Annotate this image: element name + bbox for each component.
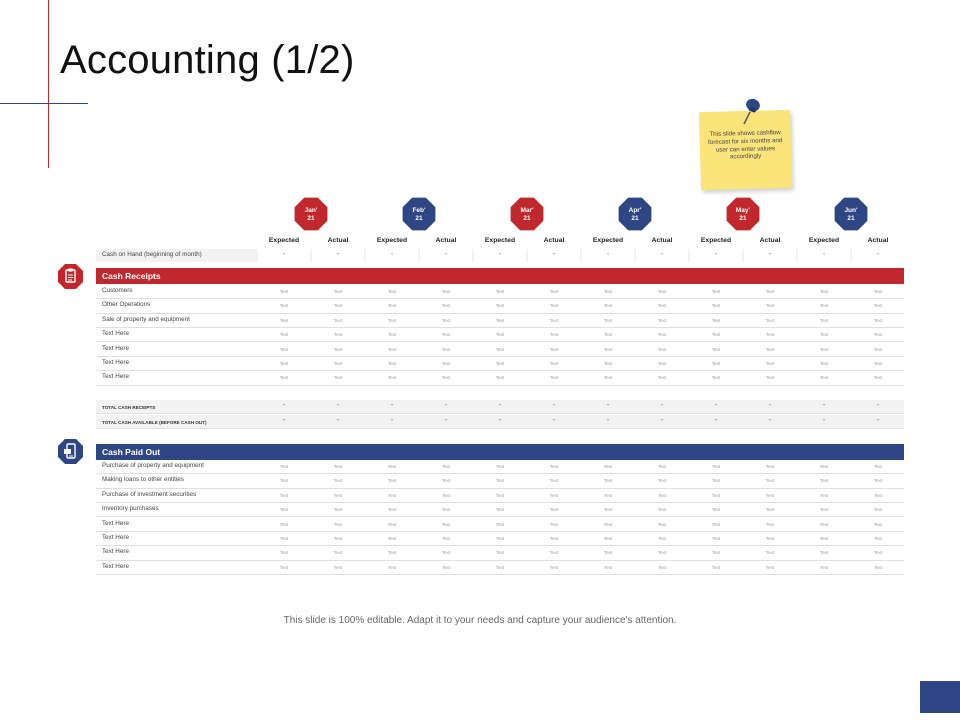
table-cell[interactable]: -	[714, 416, 718, 424]
month-badge	[617, 196, 653, 232]
table-cell[interactable]: Text	[549, 536, 559, 541]
table-cell[interactable]: Text	[873, 536, 883, 541]
table-cell[interactable]: Text	[387, 507, 397, 513]
table-cell[interactable]: Text	[657, 289, 667, 294]
table-cell[interactable]: Text	[441, 492, 451, 498]
table-cell[interactable]: Text	[495, 564, 505, 570]
table-cell[interactable]: Text	[819, 303, 829, 309]
table-cell[interactable]: Text	[819, 564, 829, 570]
table-cell[interactable]: Text	[279, 478, 289, 484]
table-cell[interactable]: Text	[441, 564, 451, 570]
table-cell[interactable]: Text	[549, 492, 559, 498]
row-label: Sale of property and equipment	[102, 315, 190, 323]
table-cell[interactable]: Text	[657, 564, 667, 570]
table-cell[interactable]: Text	[279, 289, 289, 294]
table-cell[interactable]: Text	[711, 346, 721, 352]
table-cell[interactable]: Text	[711, 507, 721, 513]
total-row	[96, 415, 904, 429]
cash-paid-out-row	[96, 503, 904, 517]
table-cell[interactable]: -	[606, 402, 610, 409]
month-label	[293, 207, 329, 223]
table-cell[interactable]: Text	[333, 375, 343, 381]
table-cell[interactable]: Text	[387, 361, 397, 366]
table-cell[interactable]: -	[390, 416, 394, 424]
table-cell[interactable]: Text	[603, 564, 613, 570]
table-cell[interactable]: Text	[333, 289, 343, 294]
row-label: Text Here	[102, 519, 129, 527]
table-cell[interactable]: Text	[765, 507, 775, 513]
month-year: 21	[523, 215, 531, 222]
table-cell[interactable]: -	[444, 251, 448, 258]
table-cell[interactable]: Text	[549, 303, 559, 309]
cash-receipts-header: Cash Receipts	[96, 268, 904, 284]
table-cell[interactable]: Text	[387, 536, 397, 541]
table-cell[interactable]: Text	[657, 361, 667, 366]
table-cell[interactable]: Text	[441, 375, 451, 381]
actual-header: Actual	[543, 237, 565, 244]
table-cell[interactable]: Text	[603, 317, 613, 323]
table-cell[interactable]: -	[714, 251, 718, 258]
row-label: Cash on Hand (beginning of month)	[102, 251, 202, 258]
month-name: May'	[735, 207, 751, 214]
table-cell[interactable]: Text	[495, 492, 505, 498]
table-cell[interactable]: Text	[765, 317, 775, 323]
row-label: Inventory purchases	[102, 505, 159, 513]
table-cell[interactable]: -	[282, 402, 286, 409]
table-cell[interactable]: Text	[495, 303, 505, 309]
table-cell[interactable]: -	[336, 416, 340, 424]
month-label	[725, 207, 761, 223]
row-label: TOTAL CASH AVAILABLE (BEFORE CASH OUT)	[102, 419, 207, 425]
month-badge	[509, 196, 545, 232]
table-cell[interactable]: Text	[873, 289, 883, 294]
row-label: Text Here	[102, 330, 129, 338]
table-cell[interactable]: Text	[603, 536, 613, 541]
table-cell[interactable]: Text	[765, 521, 775, 527]
table-cell[interactable]: Text	[549, 317, 559, 323]
table-cell[interactable]: Text	[333, 332, 343, 338]
month-year: 21	[739, 215, 747, 222]
table-cell[interactable]: Text	[765, 375, 775, 381]
row-label: Purchase of property and equipment	[102, 462, 204, 469]
table-cell[interactable]: Text	[765, 550, 775, 556]
table-cell[interactable]: -	[282, 416, 286, 424]
cash-receipt-row	[96, 343, 904, 357]
table-cell[interactable]: -	[336, 251, 340, 258]
table-cell[interactable]: -	[822, 416, 826, 424]
push-pin-icon	[738, 96, 764, 126]
table-cell[interactable]: Text	[711, 550, 721, 556]
table-cell[interactable]: Text	[441, 507, 451, 513]
table-cell[interactable]: Text	[711, 289, 721, 294]
table-cell[interactable]: Text	[657, 464, 667, 469]
table-cell[interactable]: Text	[387, 317, 397, 323]
decor-horizontal-line	[0, 103, 88, 104]
table-cell[interactable]: Text	[549, 478, 559, 484]
row-label: Text Here	[102, 344, 129, 352]
table-cell[interactable]: Text	[441, 332, 451, 338]
row-label: Other Operations	[102, 301, 151, 309]
table-cell[interactable]: -	[552, 251, 556, 258]
table-cell[interactable]: Text	[279, 361, 289, 366]
table-cell[interactable]: Text	[819, 332, 829, 338]
table-cell[interactable]: Text	[279, 346, 289, 352]
table-cell[interactable]: Text	[495, 361, 505, 366]
table-cell[interactable]: Text	[873, 550, 883, 556]
cash-receipt-row	[96, 285, 904, 299]
table-cell[interactable]: Text	[441, 521, 451, 527]
table-cell[interactable]: -	[444, 402, 448, 409]
table-cell[interactable]: Text	[549, 521, 559, 527]
expected-header: Expected	[484, 237, 516, 244]
table-cell[interactable]: Text	[873, 346, 883, 352]
table-cell[interactable]: -	[498, 416, 502, 424]
table-cell[interactable]: Text	[387, 346, 397, 352]
table-cell[interactable]: Text	[387, 464, 397, 469]
footer-caption: This slide is 100% editable. Adapt it to your needs and capture your audience's attention.	[283, 615, 677, 626]
table-cell[interactable]: Text	[495, 317, 505, 323]
table-cell[interactable]: Text	[819, 361, 829, 366]
table-cell[interactable]: -	[822, 402, 826, 409]
month-badge	[725, 196, 761, 232]
table-cell[interactable]: Text	[873, 492, 883, 498]
table-cell[interactable]: -	[660, 416, 664, 424]
table-cell[interactable]: Text	[549, 507, 559, 513]
cash-receipt-row	[96, 314, 904, 328]
table-cell[interactable]: Text	[441, 361, 451, 366]
mobile-payment-icon	[57, 438, 84, 465]
table-cell[interactable]: Text	[819, 289, 829, 294]
table-cell[interactable]: Text	[819, 317, 829, 323]
table-cell[interactable]: Text	[603, 332, 613, 338]
table-cell[interactable]: Text	[657, 332, 667, 338]
corner-accent	[920, 681, 960, 713]
table-cell[interactable]: Text	[387, 375, 397, 381]
table-cell[interactable]: Text	[711, 564, 721, 570]
cash-receipt-row	[96, 299, 904, 313]
table-cell[interactable]: Text	[603, 492, 613, 498]
table-cell[interactable]: Text	[657, 317, 667, 323]
cash-receipt-row	[96, 328, 904, 342]
table-cell[interactable]: -	[768, 416, 772, 424]
table-cell[interactable]: Text	[819, 507, 829, 513]
month-year: 21	[631, 215, 639, 222]
cash-paid-out-header: Cash Paid Out	[96, 444, 904, 460]
table-cell[interactable]: -	[552, 402, 556, 409]
table-cell[interactable]: Text	[279, 550, 289, 556]
table-cell[interactable]: Text	[873, 478, 883, 484]
table-cell[interactable]: Text	[495, 289, 505, 294]
clipboard-icon	[57, 263, 84, 290]
table-cell[interactable]: -	[444, 416, 448, 424]
month-name: Jun'	[844, 207, 858, 214]
table-cell[interactable]: Text	[603, 375, 613, 381]
table-cell[interactable]: Text	[765, 332, 775, 338]
table-cell[interactable]: Text	[549, 361, 559, 366]
table-cell[interactable]: Text	[819, 464, 829, 469]
table-cell[interactable]: Text	[549, 332, 559, 338]
table-cell[interactable]: Text	[279, 303, 289, 309]
table-cell[interactable]: -	[876, 251, 880, 258]
table-cell[interactable]: Text	[711, 303, 721, 309]
table-cell[interactable]: Text	[603, 507, 613, 513]
table-cell[interactable]: Text	[333, 521, 343, 527]
table-cell[interactable]: Text	[279, 317, 289, 323]
table-cell[interactable]: Text	[711, 536, 721, 541]
table-cell[interactable]: Text	[549, 289, 559, 294]
table-cell[interactable]: Text	[711, 521, 721, 527]
table-cell[interactable]: Text	[279, 521, 289, 527]
table-cell[interactable]: Text	[387, 478, 397, 484]
table-cell[interactable]: Text	[549, 464, 559, 469]
table-cell[interactable]: Text	[819, 346, 829, 352]
table-cell[interactable]: Text	[873, 375, 883, 381]
table-cell[interactable]: Text	[819, 492, 829, 498]
table-cell[interactable]: -	[606, 251, 610, 258]
table-cell[interactable]: Text	[387, 550, 397, 556]
table-cell[interactable]: Text	[495, 332, 505, 338]
table-cell[interactable]: Text	[495, 507, 505, 513]
month-label	[509, 207, 545, 223]
sticky-note: This slide shows cashflow forecast for six months and user can enter values accordingly	[699, 110, 792, 190]
month-year: 21	[415, 215, 423, 222]
row-label: Text Here	[102, 373, 129, 381]
expected-header: Expected	[376, 237, 408, 244]
table-cell[interactable]: Text	[333, 464, 343, 469]
table-cell[interactable]: Text	[441, 317, 451, 323]
table-cell[interactable]: Text	[657, 478, 667, 484]
table-cell[interactable]: Text	[711, 464, 721, 469]
table-cell[interactable]: Text	[387, 303, 397, 309]
actual-header: Actual	[435, 237, 457, 244]
table-cell[interactable]: Text	[333, 346, 343, 352]
table-cell[interactable]: Text	[603, 521, 613, 527]
cash-paid-out-row	[96, 489, 904, 503]
row-label: Text Here	[102, 562, 129, 570]
table-cell[interactable]: Text	[657, 521, 667, 527]
table-cell[interactable]: Text	[549, 375, 559, 381]
table-cell[interactable]: -	[714, 402, 718, 409]
table-cell[interactable]: Text	[657, 303, 667, 309]
expected-header: Expected	[808, 237, 840, 244]
row-label: Text Here	[102, 534, 129, 541]
table-cell[interactable]: Text	[873, 521, 883, 527]
row-label: Text Here	[102, 548, 129, 556]
table-cell[interactable]: Text	[873, 361, 883, 366]
table-cell[interactable]: -	[660, 251, 664, 258]
table-cell[interactable]: Text	[279, 564, 289, 570]
table-cell[interactable]: Text	[387, 289, 397, 294]
table-cell[interactable]: -	[768, 402, 772, 409]
table-cell[interactable]: -	[606, 416, 610, 424]
table-cell[interactable]: Text	[711, 492, 721, 498]
table-cell[interactable]: Text	[819, 478, 829, 484]
table-cell[interactable]: Text	[441, 478, 451, 484]
table-cell[interactable]: Text	[873, 317, 883, 323]
table-cell[interactable]: Text	[765, 478, 775, 484]
table-cell[interactable]: Text	[333, 536, 343, 541]
table-cell[interactable]: Text	[603, 464, 613, 469]
table-cell[interactable]: Text	[387, 332, 397, 338]
table-cell[interactable]: Text	[819, 536, 829, 541]
table-cell[interactable]: Text	[279, 492, 289, 498]
table-cell[interactable]: Text	[441, 550, 451, 556]
month-name: Apr'	[628, 207, 642, 214]
table-cell[interactable]: Text	[441, 289, 451, 294]
table-cell[interactable]: -	[498, 402, 502, 409]
month-badge	[401, 196, 437, 232]
table-cell[interactable]: Text	[333, 550, 343, 556]
table-cell[interactable]: -	[498, 251, 502, 258]
month-label	[833, 207, 869, 223]
table-cell[interactable]: Text	[333, 361, 343, 366]
table-cell[interactable]: Text	[819, 521, 829, 527]
table-cell[interactable]: Text	[603, 550, 613, 556]
table-cell[interactable]: Text	[765, 536, 775, 541]
table-cell[interactable]: -	[282, 251, 286, 258]
page-title: Accounting (1/2)	[60, 38, 355, 82]
table-cell[interactable]: Text	[495, 375, 505, 381]
actual-header: Actual	[327, 237, 349, 244]
table-cell[interactable]: Text	[279, 464, 289, 469]
cash-paid-out-row	[96, 460, 904, 474]
cash-receipt-row	[96, 371, 904, 385]
table-cell[interactable]: Text	[441, 464, 451, 469]
table-cell[interactable]: Text	[765, 361, 775, 366]
actual-header: Actual	[867, 237, 889, 244]
cash-paid-out-row	[96, 546, 904, 560]
actual-header: Actual	[651, 237, 673, 244]
table-cell[interactable]: Text	[873, 507, 883, 513]
expected-header: Expected	[592, 237, 624, 244]
table-cell[interactable]: Text	[279, 536, 289, 541]
month-name: Jan'	[304, 207, 318, 214]
table-cell[interactable]: Text	[873, 464, 883, 469]
table-cell[interactable]: Text	[441, 346, 451, 352]
row-label: Making loans to other entities	[102, 476, 184, 484]
table-cell[interactable]: Text	[657, 375, 667, 381]
table-cell[interactable]: Text	[279, 375, 289, 381]
cash-receipt-row	[96, 357, 904, 371]
month-name: Feb'	[412, 207, 426, 214]
table-cell[interactable]: Text	[333, 492, 343, 498]
table-cell[interactable]: Text	[441, 536, 451, 541]
table-cell[interactable]: Text	[603, 478, 613, 484]
table-cell[interactable]: Text	[549, 550, 559, 556]
cash-on-hand-row	[96, 249, 904, 262]
table-cell[interactable]: Text	[765, 303, 775, 309]
table-cell[interactable]: Text	[711, 478, 721, 484]
row-label: TOTAL CASH RECEIPTS	[102, 405, 156, 410]
cash-paid-out-row	[96, 518, 904, 532]
table-cell[interactable]: Text	[657, 492, 667, 498]
table-cell[interactable]: Text	[765, 464, 775, 469]
table-cell[interactable]: Text	[333, 317, 343, 323]
expected-header: Expected	[268, 237, 300, 244]
month-year: 21	[307, 215, 315, 222]
table-cell[interactable]: Text	[333, 564, 343, 570]
table-cell[interactable]: Text	[333, 507, 343, 513]
table-cell[interactable]: Text	[711, 332, 721, 338]
table-cell[interactable]: Text	[657, 550, 667, 556]
table-cell[interactable]: Text	[495, 550, 505, 556]
month-badge	[293, 196, 329, 232]
table-cell[interactable]: Text	[657, 536, 667, 541]
table-cell[interactable]: -	[552, 416, 556, 424]
table-cell[interactable]: Text	[711, 375, 721, 381]
table-cell[interactable]: Text	[333, 478, 343, 484]
table-cell[interactable]: Text	[603, 346, 613, 352]
expected-header: Expected	[700, 237, 732, 244]
table-cell[interactable]: Text	[873, 564, 883, 570]
row-label: Customers	[102, 287, 133, 294]
table-cell[interactable]: Text	[873, 332, 883, 338]
month-badge	[833, 196, 869, 232]
table-cell[interactable]: -	[336, 402, 340, 409]
table-cell[interactable]: Text	[387, 564, 397, 570]
table-cell[interactable]: Text	[279, 332, 289, 338]
table-cell[interactable]: Text	[495, 346, 505, 352]
total-row	[96, 400, 904, 414]
table-cell[interactable]: -	[822, 251, 826, 258]
table-cell[interactable]: Text	[495, 521, 505, 527]
actual-header: Actual	[759, 237, 781, 244]
row-label: Text Here	[102, 359, 129, 366]
cash-paid-out-row	[96, 474, 904, 488]
cash-paid-out-row	[96, 561, 904, 575]
table-cell[interactable]: -	[390, 251, 394, 258]
table-cell[interactable]: Text	[873, 303, 883, 309]
table-cell[interactable]: Text	[765, 492, 775, 498]
table-cell[interactable]: -	[876, 416, 880, 424]
table-cell[interactable]: Text	[765, 346, 775, 352]
table-cell[interactable]: Text	[711, 317, 721, 323]
table-cell[interactable]: Text	[711, 361, 721, 366]
table-cell[interactable]: Text	[819, 375, 829, 381]
table-cell[interactable]: Text	[603, 303, 613, 309]
table-cell[interactable]: Text	[495, 464, 505, 469]
decor-vertical-line	[48, 0, 49, 168]
table-cell[interactable]: -	[660, 402, 664, 409]
table-cell[interactable]: -	[876, 402, 880, 409]
table-cell[interactable]: Text	[603, 289, 613, 294]
month-year: 21	[847, 215, 855, 222]
table-cell[interactable]: Text	[495, 536, 505, 541]
table-cell[interactable]: Text	[657, 346, 667, 352]
table-cell[interactable]: Text	[549, 564, 559, 570]
table-cell[interactable]: Text	[549, 346, 559, 352]
table-cell[interactable]: Text	[819, 550, 829, 556]
month-label	[401, 207, 437, 223]
table-cell[interactable]: Text	[279, 507, 289, 513]
table-cell[interactable]: Text	[441, 303, 451, 309]
table-cell[interactable]: -	[768, 251, 772, 258]
table-cell[interactable]: Text	[765, 289, 775, 294]
table-cell[interactable]: Text	[765, 564, 775, 570]
row-label: Purchase of investment securities	[102, 490, 197, 498]
table-cell[interactable]: Text	[387, 521, 397, 527]
cash-paid-out-row	[96, 532, 904, 546]
table-cell[interactable]: Text	[495, 478, 505, 484]
month-label	[617, 207, 653, 223]
table-cell[interactable]: Text	[333, 303, 343, 309]
table-cell[interactable]: -	[390, 402, 394, 409]
table-cell[interactable]: Text	[387, 492, 397, 498]
month-name: Mar'	[520, 207, 534, 214]
table-cell[interactable]: Text	[603, 361, 613, 366]
table-cell[interactable]: Text	[657, 507, 667, 513]
